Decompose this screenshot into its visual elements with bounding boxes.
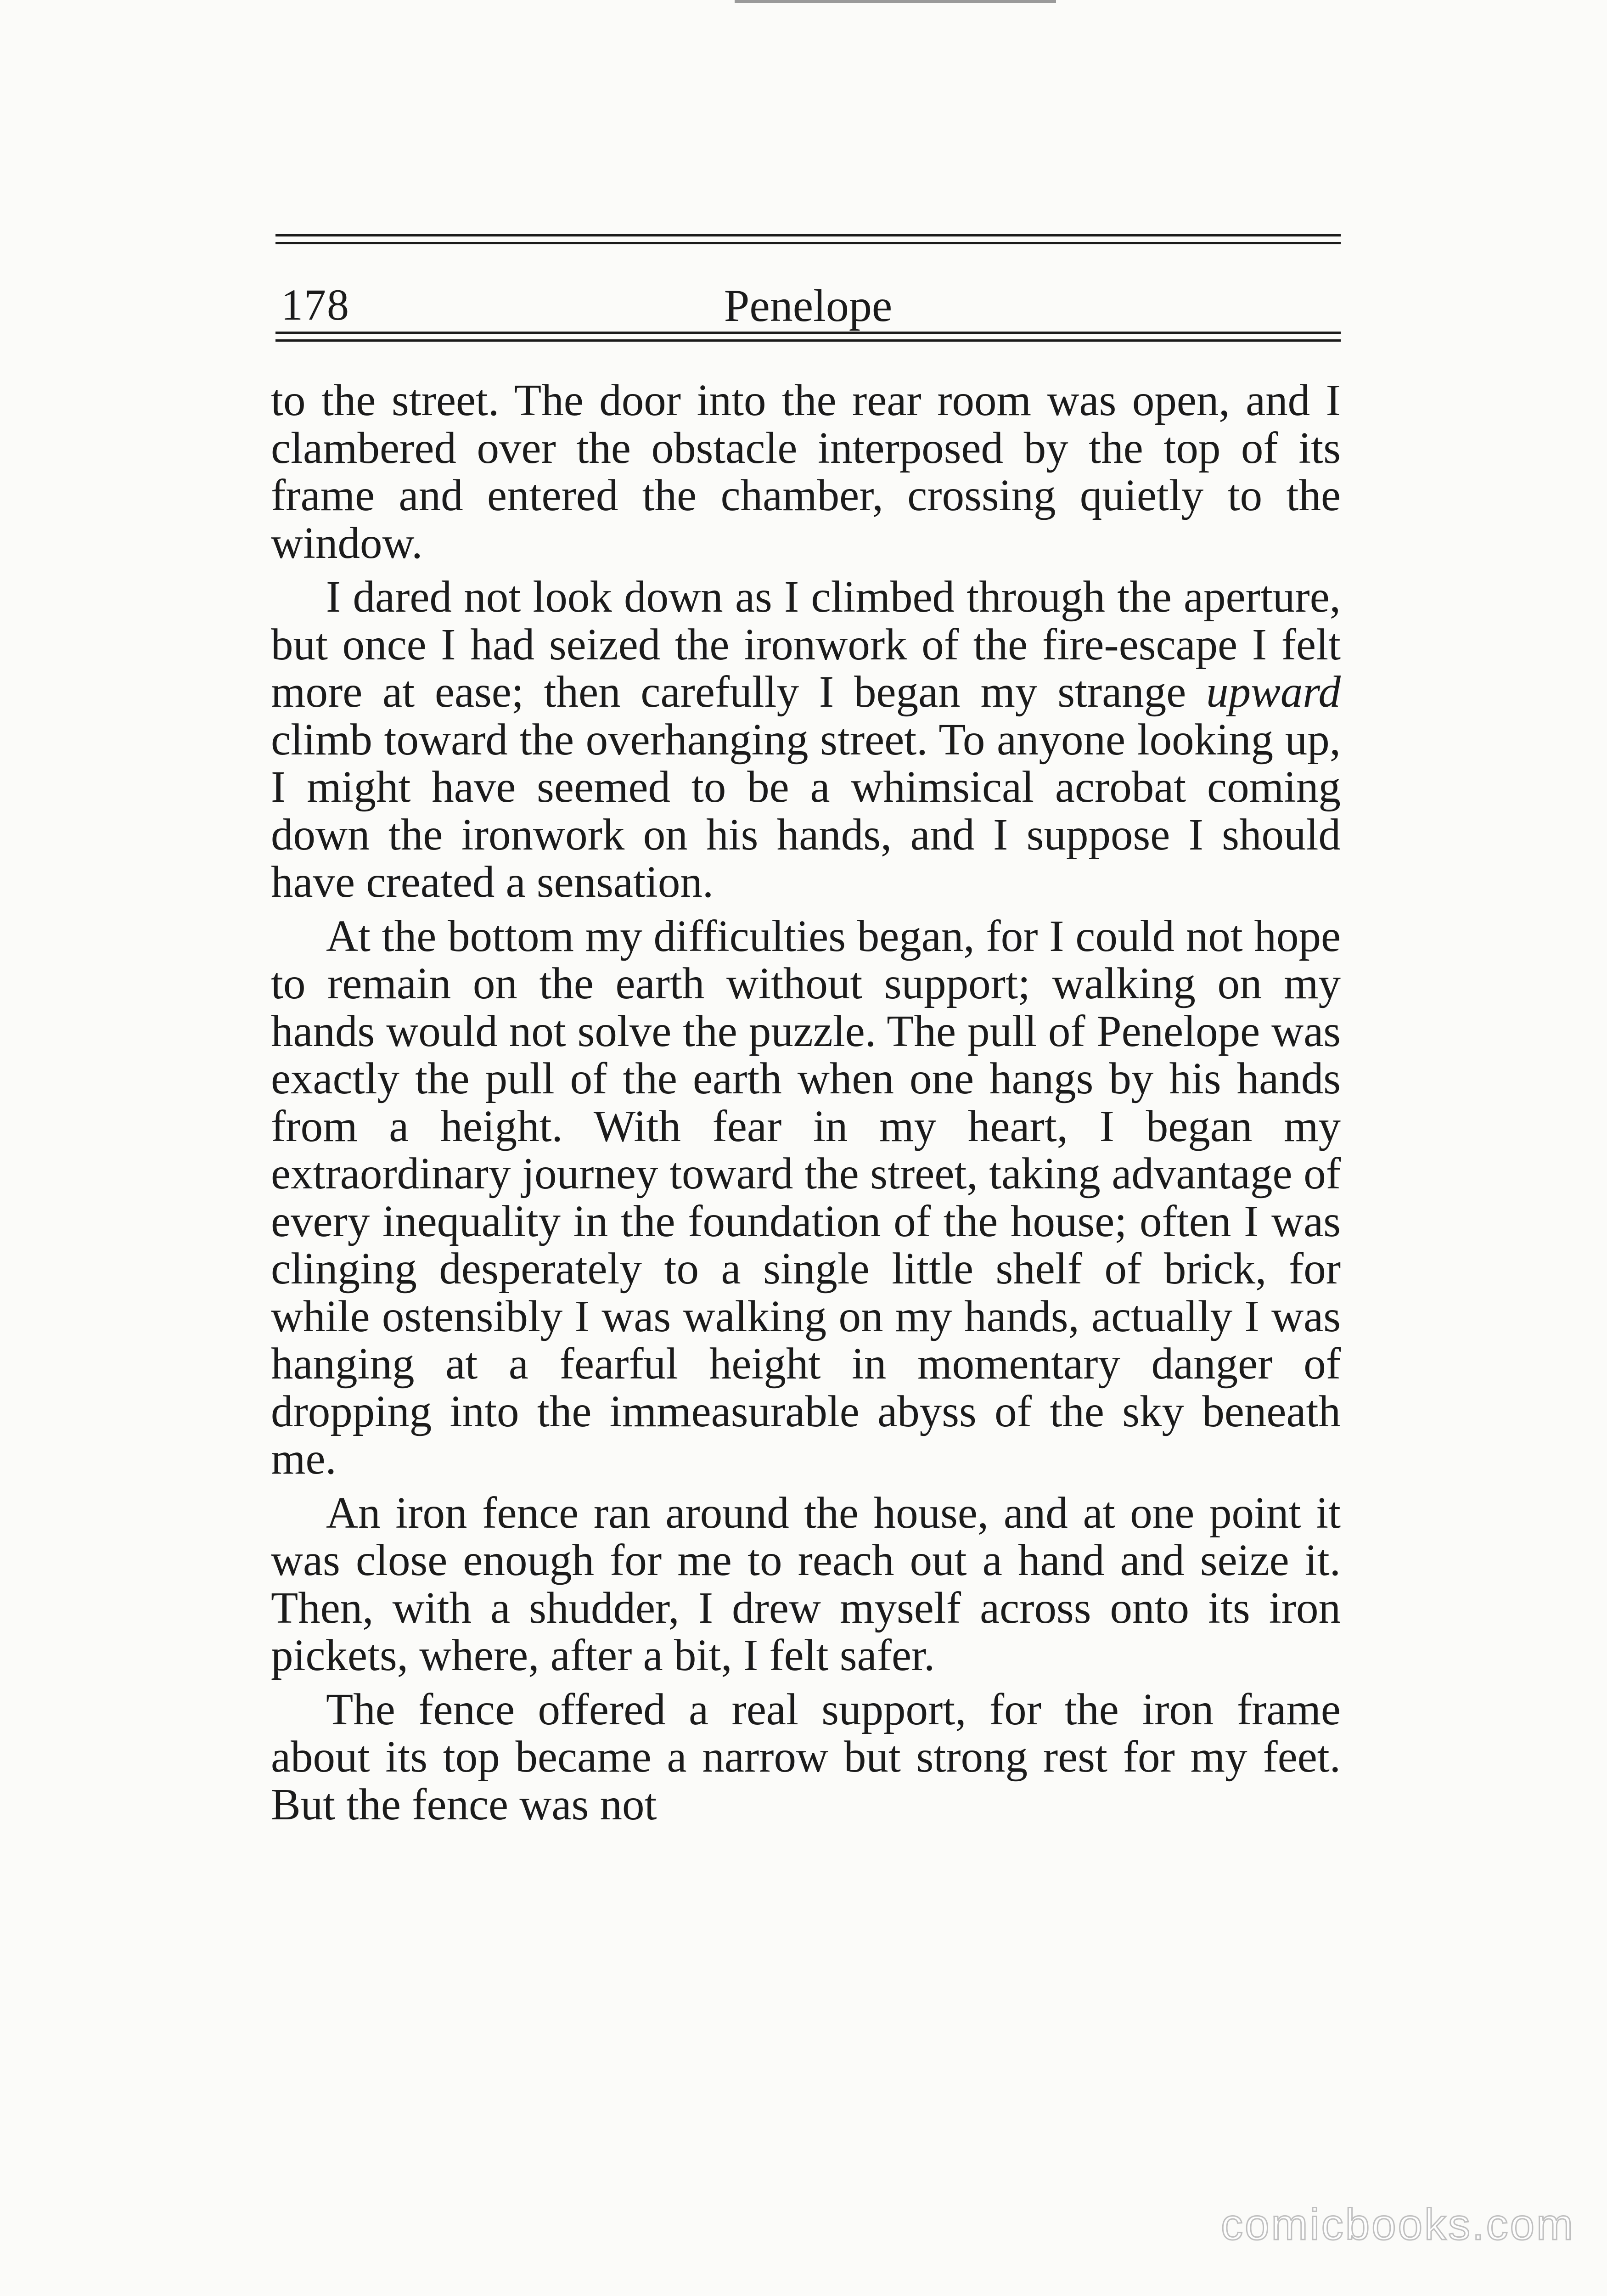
running-title: Penelope xyxy=(724,280,893,331)
paragraph-3: At the bottom my difficulties began, for I could not hope to remain on the earth without support; walking on my hands would not solve the puzzle. The pull of Penelope was exactly the pull of the earth when one hangs by his hands from a height. With fear in my heart, I began my extraordinary journey toward the street, taking advantage of every inequality in the foundation of the house; often I was clinging desperately to a single little shelf of brick, for while ostensibly I was walking on my hands, actually I was hanging at a fearful height in momentary danger of dropping into the immeasurable abyss of the sky beneath me. xyxy=(271,911,1341,1483)
header-row xyxy=(275,244,1341,332)
paragraph-4: An iron fence ran around the house, and at one point it was close enough for me to reach out a hand and seize it. Then, with a shudder, I drew myself across onto its iron pickets, where, after a bit, I felt safer. xyxy=(271,1488,1341,1680)
paragraph-5: The fence offered a real support, for the iron frame about its top became a narrow but strong rest for my feet. But the fence was not xyxy=(271,1684,1341,1829)
header-bottom-rule xyxy=(275,332,1341,342)
page-header xyxy=(275,234,1341,342)
page-number: 178 xyxy=(281,280,350,329)
paragraph-1: to the street. The door into the rear room was open, and I clambered over the obstacle interposed by the top of its frame and entered the chamber, crossing quietly to the window. xyxy=(271,376,1341,568)
body-text xyxy=(271,377,1341,1828)
paragraph-2-text-before: I dared not look down as I climbed through the aperture, but once I had seized the ironwork of the fire-escape I felt more at ease; then carefully I began my strange xyxy=(271,572,1341,716)
header-top-rule xyxy=(275,234,1341,244)
paragraph-2-emphasis: upward xyxy=(1206,667,1341,716)
paragraph-2 xyxy=(271,573,1341,906)
watermark-logo: comicbooks.com xyxy=(1221,2200,1575,2249)
top-edge-rule xyxy=(735,0,1056,3)
paragraph-2-text-after: climb toward the overhanging street. To anyone looking up, I might have seemed to be a whimsical acrobat coming down the ironwork on his hands, and I suppose I should have created a sensation. xyxy=(271,715,1341,906)
